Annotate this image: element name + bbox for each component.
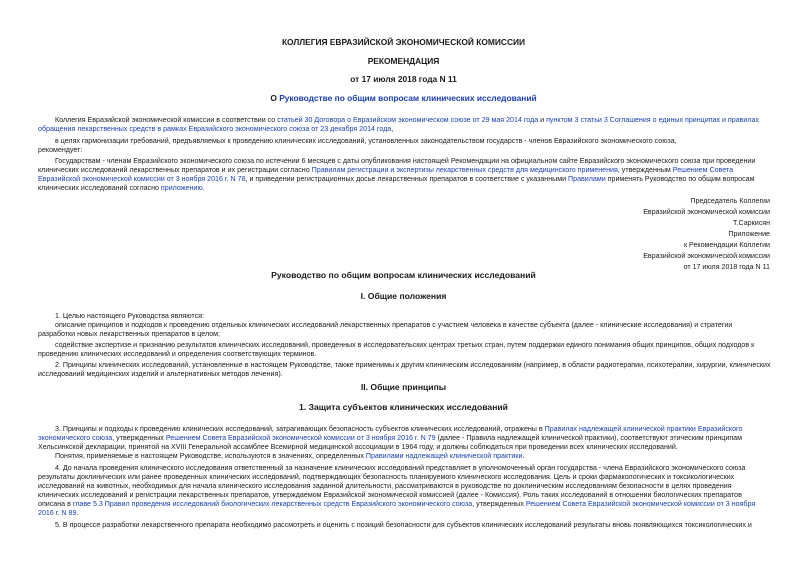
s1-p1: 1. Целью настоящего Руководства являются: [55, 312, 204, 320]
s1-p3-line1: содействие экспертизе и признанию результатов клинических исследований, проведенных в исследовательских центрах третьих стран, путем поддержки единого понимания общих принципов, общих подходов к [55, 341, 755, 349]
org-heading: КОЛЛЕГИЯ ЕВРАЗИЙСКОЙ ЭКОНОМИЧЕСКОЙ КОМИССИИ [281, 37, 526, 47]
gcp-rules-link[interactable]: Правилах надлежащей клинической практики Евразийского [544, 425, 743, 433]
treaty-article-30-link[interactable]: статьей 30 Договора о Евразийском экономическом союзе от 29 мая 2014 года [277, 116, 539, 124]
s1-p2-line1: описание принципов и подходов к проведению отдельных клинических исследований лекарственных препаратов с участием человека в качестве субъекта (далее - клинические исследования) и стратегии [55, 321, 733, 329]
s2-p2: Понятия, применяемые в настоящем Руководстве, используются в значениях, определенных Правилами надлежащей клинической практики. [55, 452, 525, 460]
section-1-heading: I. Общие положения [360, 291, 447, 301]
s1-p4-line1: 2. Принципы клинических исследований, установленные в настоящем Руководстве, также применимы к другим клиническим исследованиям (например, в области радиотерапии, психотерапии, хирургии, клинических [55, 361, 771, 369]
appendix-link[interactable]: приложению [160, 184, 203, 192]
appendix-line3: Евразийской экономической комиссии [643, 252, 770, 260]
doc-title [0, 94, 807, 103]
s2-p1-line2: экономического союза, утвержденных Решением Совета Евразийской экономической комиссии от 3 ноября 2016 г. N 79 (далее - Правила надлежащей клинической практики), соответствуют этическим принципам [38, 434, 742, 442]
registration-rules-link[interactable]: Правилам регистрации и экспертизы лекарственных средств для медицинского применения [311, 166, 618, 174]
s1-p4-line2: исследований медицинских изделий и альтернативных методов лечения). [38, 370, 283, 378]
doc-title-link[interactable]: Руководстве по общим вопросам клинических исследований [279, 93, 537, 103]
signature-line2: Евразийской экономической комиссии [643, 208, 770, 216]
agreement-medicines-link[interactable]: обращения лекарственных средств в рамках Евразийского экономического союза от 23 декабря 2014 года [38, 125, 392, 133]
appendix-line4: от 17 июля 2018 года N 11 [683, 263, 770, 271]
preamble-p4-line1: Государствам - членам Евразийского экономического союза по истечении 6 месяцев с даты опубликования настоящей Рекомендации на официальном сайте Евразийского экономического союза при проведении [55, 157, 756, 165]
s2-p1-line1: 3. Принципы и подходы к проведению клинических исследований, затрагивающих безопасность субъектов клинических исследований, отражены в Правилах надлежащей клинической практики Евразийского [55, 425, 743, 433]
preamble-p2: в целях гармонизации требований, предъявляемых к проведению клинических исследований, установленных законодательством государств - членов Евразийского экономического союза, [55, 137, 677, 145]
section-2-1-heading: 1. Защита субъектов клинических исследований [299, 402, 508, 412]
s2-p1-line3: Хельсинкской декларации, принятой на XVIII Генеральной ассамблее Всемирной медицинской ассоциации в 1964 году, и должны соблюдаться при проведении всех клинических исследований. [38, 443, 678, 451]
council-decision-78-link[interactable]: Евразийской экономической комиссии от 3 ноября 2016 г. N 78 [38, 175, 246, 183]
appendix-line2: к Рекомендации Коллегии [683, 241, 770, 249]
s2-p3-line4: клинических исследований и регистрации лекарственных препаратов, утверждаемом Евразийской экономической комиссией (далее - Комиссия). Роль таких исследований в отношении биологических препаратов [38, 491, 742, 499]
s2-p3-line6: 2016 г. N 89. [38, 509, 79, 517]
gcp-rules-link-cont[interactable]: экономического союза [38, 434, 113, 442]
preamble-p4-line2: клинических исследований лекарственных препаратов и их регистрации согласно Правилам регистрации и экспертизы лекарственных средств для медицинского применения, утвержденным Решением Совета [38, 166, 734, 174]
preamble-p4-line3: Евразийской экономической комиссии от 3 ноября 2016 г. N 78, и приведении регистрационных досье лекарственных препаратов в соответствие с указанными Правилами применять Руководство по общим вопросам [38, 175, 755, 183]
s1-p3-line2: проведению клинических исследований и определения соответствующих терминов. [38, 350, 317, 358]
council-decision-89-link-cont[interactable]: 2016 г. N 89 [38, 509, 77, 517]
appendix-line1: Приложение [728, 230, 770, 238]
s2-p4-line1: 5. В процессе разработки лекарственного препарата необходимо рассмотреть и оценить с позиций безопасности для субъектов клинических исследований результаты вновь появляющихся токсикологических и [55, 521, 752, 529]
council-decision-89-link[interactable]: Решением Совета Евразийской экономической комиссии от 3 ноября [525, 500, 756, 508]
preamble-p1-line2: обращения лекарственных средств в рамках Евразийского экономического союза от 23 декабря 2014 года, [38, 125, 394, 133]
guide-title: Руководство по общим вопросам клинических исследований [271, 270, 536, 280]
council-decision-79-link[interactable]: Решением Совета Евразийской экономической комиссии от 3 ноября 2016 г. N 79 [165, 434, 436, 442]
s2-p3-line2: результаты доклинических или ранее проведенных клинических исследований, подтверждающих безопасность планируемого клинического исследования. Цель и сроки фармакологических и токсикологических [38, 473, 735, 481]
doc-title-prefix: О [270, 93, 280, 103]
signature-line1: Председатель Коллегии [690, 197, 770, 205]
s2-p3-line1: 4. До начала проведения клинического исследования ответственный за назначение клинических исследований представляет в уполномоченный орган государства - члена Евразийского экономического союза [55, 464, 746, 472]
bio-rules-chapter-link[interactable]: главе 5.3 Правил проведения исследований биологических лекарственных средств Евразийского экономического союза [72, 500, 473, 508]
rules-link[interactable]: Правилами [568, 175, 606, 183]
section-2-heading: II. Общие принципы [360, 382, 447, 392]
agreement-point-3-link[interactable]: пунктом 3 статьи 3 Соглашения о единых принципах и правилах [546, 116, 760, 124]
s1-p2-line2: разработки новых лекарственных препаратов в целом; [38, 330, 221, 338]
doc-date-heading: от 17 июля 2018 года N 11 [350, 74, 457, 84]
s2-p3-line3: исследований на животных, необходимых для начала клинического исследования заданной длительности, рассматриваются в руководстве по доклиническим исследованиям безопасности в целях проведения [38, 482, 732, 490]
signature-name: Т.Саркисян [733, 219, 770, 227]
doc-type-heading: РЕКОМЕНДАЦИЯ [367, 56, 440, 66]
s2-p3-line5: описана в главе 5.3 Правил проведения исследований биологических лекарственных средств Евразийского экономического союза, утвержденных Решением Совета Евразийской экономической комиссии от 3 ноября [38, 500, 756, 508]
council-decision-link[interactable]: Решением Совета [672, 166, 734, 174]
preamble-p3: рекомендует: [38, 146, 83, 154]
preamble-p1-line1: Коллегия Евразийской экономической комиссии в соответствии со статьей 30 Договора о Евразийском экономическом союзе от 29 мая 2014 года и пунктом 3 статьи 3 Соглашения о единых принципах и правилах [55, 116, 760, 124]
preamble-p4-line4: клинических исследований согласно приложению. [38, 184, 205, 192]
gcp-rules-link-2[interactable]: Правилами надлежащей клинической практики [365, 452, 523, 460]
